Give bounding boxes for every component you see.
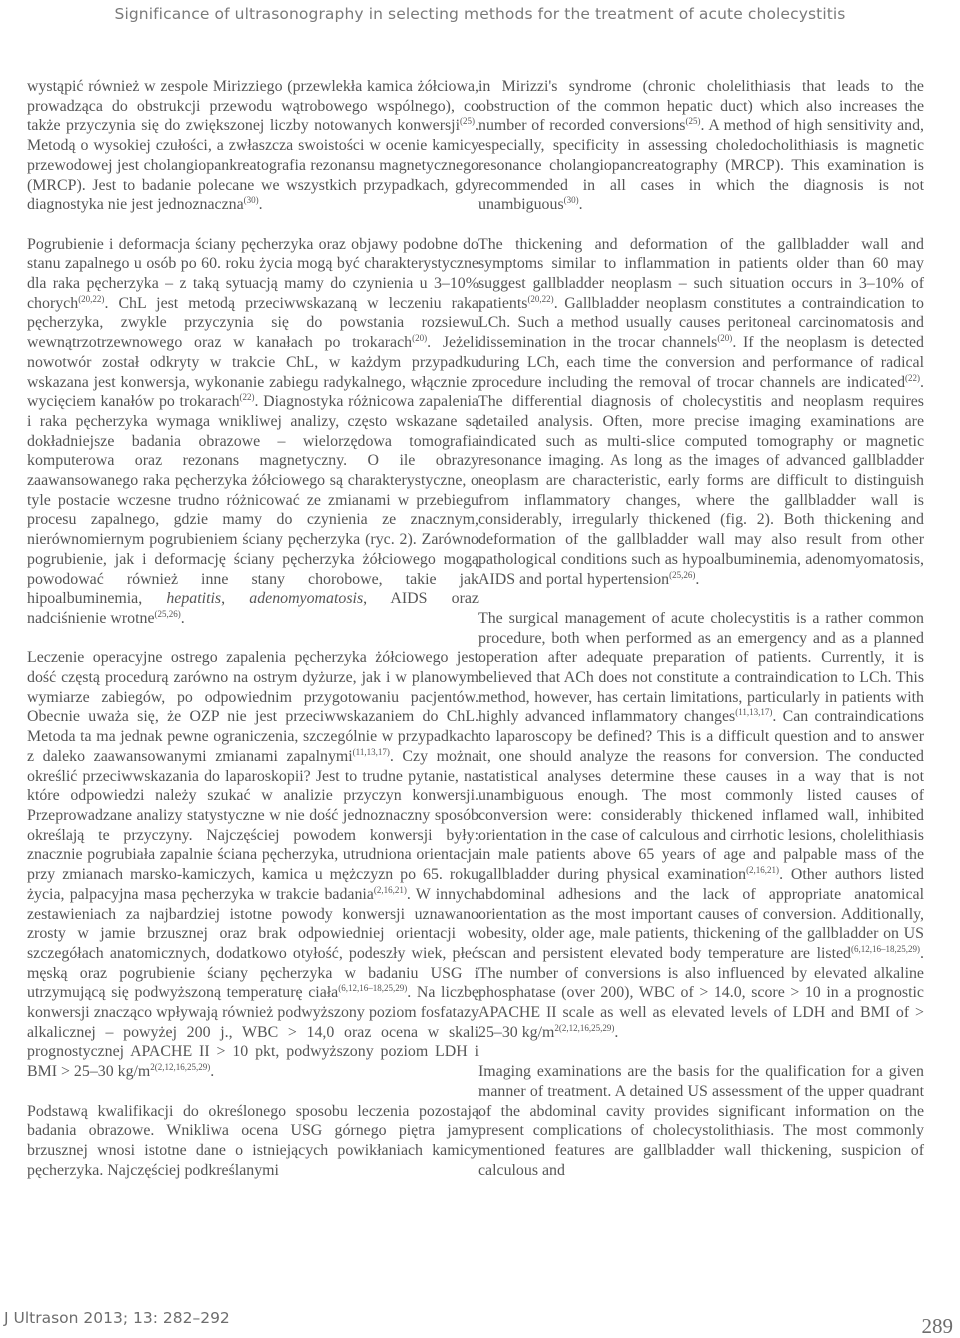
citation: (2,16,21) <box>746 865 780 876</box>
citation: (20,22) <box>527 293 554 304</box>
left-column <box>27 77 479 1180</box>
citation: 2(2,12,16,25,29) <box>554 1022 615 1033</box>
right-column <box>478 77 924 1180</box>
citation: (25,26) <box>669 569 696 580</box>
running-title: Significance of ultrasonography in selecting methods for the treatment of acute cholecystitis <box>114 5 846 23</box>
paragraph: Imaging examinations are the basis for the qualification for a given manner of treatment. A detained US assessment of the upper quadrant of the abdominal cavity provides significant information on the present complications of cholecystolithiasis. The most commonly mentioned features are gallbladder wall thickening, suspicion of calculous and <box>478 1063 924 1179</box>
paragraph: The surgical management of acute cholecystitis is a rather common procedure, both when performed as an emergency and as a planned operation after adequate preparation of patients. Currently, it is believed that ACh does not constitute a contraindication to LCh. This method, however, has certain limitations, particularly in patients with highly advanced inflammatory changes$^{(11,13,17)}$. Can contraindications to laparoscopy be defined? This is a difficult question and to answer it, one should analyze the reasons for conversion. The conducted statistical analyses determine these causes in a way that is not unambiguous enough. The most commonly listed causes of conversion were: considerably thickened inflamed wall, inhibited orientation in the case of calculous and cirrhotic lesions, cholelithiasis in male patients above 65 years of age and palpable mass of the gallbladder during physical examination$^{(2,16,21)}$. Other authors listed abdominal adhesions and the lack of appropriate anatomical orientation as the most important causes of conversion. Additionally, obesity, older age, male patients, thickening of the gallbladder on US scan and persistent elevated body temperature are listed$^{(6,12,16-18,25,29)}$. The number of conversions is also influenced by elevated alkaline phosphatase (over 200), WBC of > 14.0, score > 10 in a prognostic APACHE II scale as well as elevated levels of LDH and BMI of > 25–30 $kg/m^{2(2,12,16,25,29)}$. <box>478 609 925 1041</box>
citation: (6,12,16–18,25,29) <box>338 983 408 994</box>
citation: 2(2,12,16,25,29) <box>150 1062 211 1073</box>
paragraph: in Mirizzi's syndrome (chronic cholelithiasis that leads to the obstruction of the common hepatic duct) which also increases the number of recorded conversions$^{(25)}$. A method of high sensitivity and, especially, specificity in assessing choledocholithiasis is magnetic resonance cholangiopancreatography (MRCP). This examination is recommended in all cases in which the diagnosis is not unambiguous$^{(30)}$. <box>478 78 924 214</box>
journal-citation: J Ultrason 2013; 13: 282–292 <box>4 1309 230 1327</box>
citation: (11,13,17) <box>352 746 390 757</box>
citation: (25) <box>460 116 476 127</box>
citation: (20) <box>717 333 733 344</box>
page-number: 289 <box>921 1314 953 1338</box>
paragraph: Pogrubienie i deformacja ściany pęcherzyka oraz objawy podobne do stanu zapalnego u osób po 60. roku życia mogą być charakterystyczne dla raka pęcherzyka – z taką sytuacją mamy do czynienia u 3–10% chorych$^{(20,22)}$. ChL jest metodą przeciwwskazaną w leczeniu raka pęcherzyka, zwykle przyczynia się do powstania rozsiewu wewnątrzotrzewnowego oraz w kanałach po trokarach$^{(20)}$. Jeżeli nowotwór został odkryty w trakcie ChL, w każdym przypadku wskazana jest konwersja, wykonanie zabiegu radykalnego, włącznie z wycięciem kanałów po trokarach$^{(22)}$. Diagnostyka różnicowa zapalenia i raka pęcherzyka wymaga wnikliwej analizy, często wskazane są dokładniejsze badania obrazowe – wielorzędowa tomografia komputerowa oraz rezonans magnetyczny. O ile obrazy zaawansowanego raka pęcherzyka żółciowego są charakterystyczne, o tyle postacie wczesne trudno różnicować ze zmianami w przebiegu procesu zapalnego, gdzie mamy do czynienia ze znacznym, nierównomiernym pogrubieniem ściany pęcherzyka (ryc. 2). Zarówno pogrubienie, jak i deformację ściany pęcherzyka żółciowego mogą powodować również inne stany chorobowe, takie jak hipoalbuminemia, hepatitis, adenomyomatosis, AIDS oraz nadciśnienie wrotne$^{(25,26)}$. <box>27 235 479 627</box>
citation: (25,26) <box>154 608 181 619</box>
citation: (30) <box>563 195 579 206</box>
paragraph: The thickening and deformation of the gallbladder wall and symptoms similar to inflammation in patients older than 60 may suggest gallbladder neoplasm – such situation occurs in 3–10% of patients$^{(20,22)}$. Gallbladder neoplasm constitutes a contraindication to LCh. Such a method usually causes peritoneal carcinomatosis and dissemination in the trocar channels$^{(20)}$. If the neoplasm is detected during LCh, each time the conversion and performance of radical procedure including the removal of trocar channels are indicated$^{(22)}$. The differential diagnosis of cholecystitis and neoplasm requires detailed analysis. Often, more precise imaging examinations are indicated such as multi-slice computed tomography or magnetic resonance imaging. As long as the images of advanced gallbladder neoplasm are characteristic, early forms are difficult to distinguish from inflammatory changes, where the gallbladder wall is considerably, irregularly thickened (fig. 2). Both thickening and deformation of the gallbladder wall may also result from other pathological conditions such as hypoalbuminemia, adenomyomatosis, AIDS and portal hypertension$^{(25,26)}$. <box>478 235 924 588</box>
citation: (25) <box>685 116 701 127</box>
citation: (2,16,21) <box>373 884 407 895</box>
citation: (6,12,16–18,25,29) <box>851 943 921 954</box>
paragraph: wystąpić również w zespole Mirizziego (przewlekła kamica żółciowa, prowadząca do obstrukcji przewodu wątrobowego wspólnego), co także przyczynia się do zwiększonej liczby notowanych konwersji$^{(25)}$. Metodą o wysokiej czułości, a zwłaszcza swoistości w ocenie kamicy przewodowej jest cholangiopankreatografia rezonansu magnetycznego (MRCP). Jest to badanie polecane we wszystkich przypadkach, gdy diagnostyka nie jest jednoznaczna$^{(30)}$. <box>27 78 479 214</box>
citation: (22) <box>239 392 255 403</box>
paragraph: Podstawą kwalifikacji do określonego sposobu leczenia pozostają badania obrazowe. Wnikliwa ocena USG górnego piętra jamy brzusznej wnosi istotne dane o istniejących powikłaniach kamicy pęcherzyka. Najczęściej podkreślanymi <box>27 1102 479 1179</box>
citation: (11,13,17) <box>735 707 773 718</box>
citation: (20) <box>412 333 428 344</box>
citation: (30) <box>243 195 259 206</box>
citation: (22) <box>905 372 921 383</box>
paragraph: Leczenie operacyjne ostrego zapalenia pęcherzyka żółciowego jest dość częstą procedurą zarówno na ostrym dyżurze, jak i w planowym wymiarze zabiegów, po odpowiednim przygotowaniu pacjentów. Obecnie uważa się, że OZP nie jest przeciwwskazaniem do ChL. Metoda ta ma jednak pewne ograniczenia, szczególnie w przypadkach z daleko zaawansowanymi zmianami zapalnymi$^{(11,13,17)}$. Czy można określić przeciwwskazania do laparoskopii? Jest to trudne pytanie, na które odpowiedzi należy szukać w analizie przyczyn konwersji. Przeprowadzane analizy statystyczne w nie dość jednoznaczny sposób określają te przyczyny. Najczęściej powodem konwersji były: znacznie pogrubiała zapalnie ściana pęcherzyka, utrudniona orientacja przy zmianach marsko-kamiczych, kamica u mężczyzn po 65. roku życia, palpacyjna masa pęcherzyka w trakcie badania$^{(2,16,21)}$. W innych zestawieniach za najbardziej istotne powody konwersji uznawano zrosty w jamie brzusznej oraz brak odpowiedniej orientacji w szczegółach anatomicznych, dodatkowo otyłość, podeszły wiek, płeć męską oraz pogrubienie ściany pęcherzyka w badaniu USG i utrzymującą się podwyższoną temperaturę ciała$^{(6,12,16-18,25,29)}$. Na liczbę konwersji znacząco wpływają również podwyższony poziom fosfatazy alkalicznej – powyżej 200 j., WBC > 14,0 oraz ocena w skali prognostycznej APACHE II > 10 pkt, podwyższony poziom LDH i BMI > 25–30 $kg/m^{2(2,12,16,25,29)}$. <box>27 649 479 1081</box>
citation: (20,22) <box>78 293 105 304</box>
